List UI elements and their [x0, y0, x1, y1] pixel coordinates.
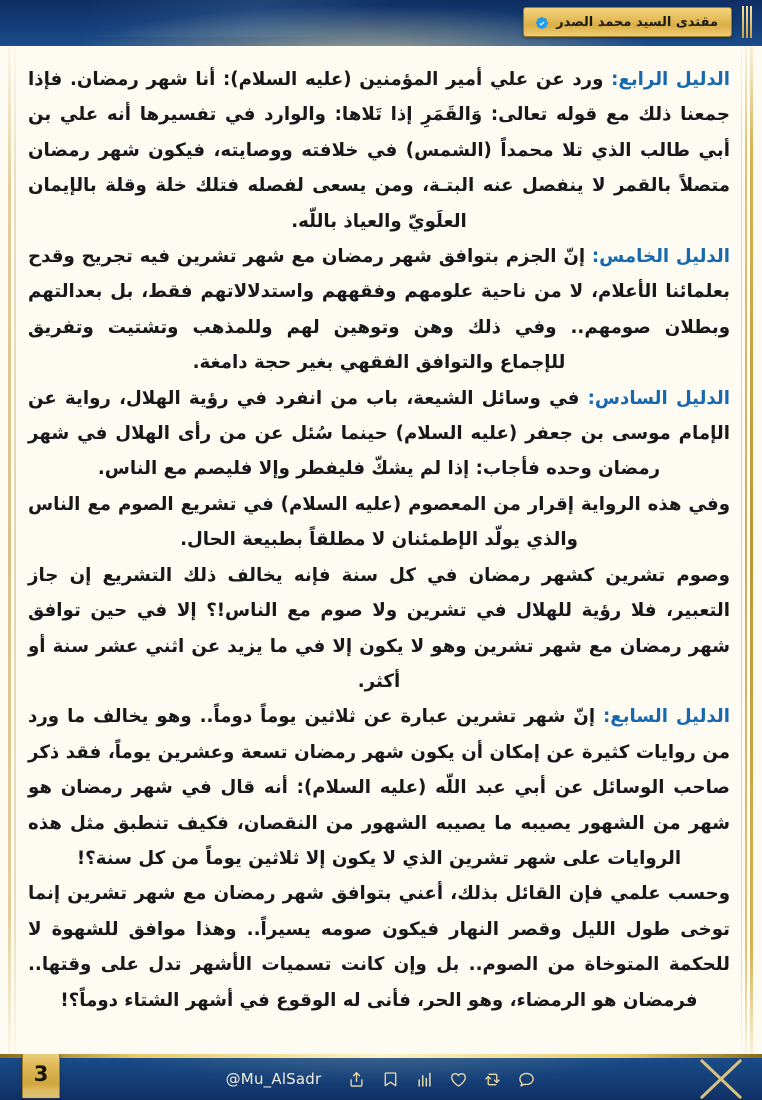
- like-icon[interactable]: [449, 1070, 468, 1089]
- paragraph-text: وصوم تشرين كشهر رمضان في كل سنة فإنه يخالف ذلك التشريع إن جاز التعبير، فلا رؤية للهلال في تشرين ولا صوم مع الناس!؟ إلا في حين توافق شهر رمضان مع شهر تشرين وهو لا يكون إلا في ما يزيد عن اثني عشر سنة أو أكثر.: [28, 564, 730, 692]
- paragraph-label: الدليل السابع:: [603, 706, 730, 728]
- paragraph-label: الدليل الخامس:: [591, 246, 730, 268]
- paragraph-daleel-5: [28, 239, 730, 381]
- page-header: [0, 0, 762, 46]
- paragraph-daleel-4: [28, 62, 730, 239]
- paragraph-text: إنّ الجزم بتوافق شهر رمضان مع شهر تشرين فيه تجريح وقدح بعلمائنا الأعلام، لا من ناحية علومهم وفقههم واستدلالاتهم فقط، بل بعدالتهم وبطلان صومهم.. وفي ذلك وهن وتوهين لهم وللمذهب وتشتيت وتفريق للإجماع والتوافق الفقهي بغير حجة دامغة.: [28, 246, 730, 374]
- social-actions: [347, 1070, 536, 1089]
- page-number: 3: [33, 1062, 49, 1086]
- retweet-icon[interactable]: [483, 1070, 502, 1089]
- paragraph-label: الدليل الرابع:: [611, 69, 730, 90]
- header-sheen: [82, 0, 519, 37]
- bookmark-icon[interactable]: [381, 1070, 400, 1089]
- paragraph-text: وحسب علمي فإن القائل بذلك، أعني بتوافق شهر رمضان مع شهر تشرين إنما توخى طول الليل وقصر النهار فيكون صومه يسيراً.. وهذا موافق للشهوة لا للحكمة المتوخاة من الصوم.. بل وإن كانت تسميات الأشهر تدل على وقتها.. فرمضان هو الرمضاء، وهو الحر، فأنى له الوقوع في أشهر الشتاء دوماً؟!: [28, 883, 730, 1011]
- header-bars-decoration: [739, 6, 752, 38]
- right-border-decoration: [732, 46, 762, 1054]
- left-border-decoration: [0, 46, 26, 1054]
- paragraph-7: [28, 487, 730, 558]
- x-logo: [698, 1057, 744, 1100]
- paragraph-label: الدليل السادس:: [587, 387, 730, 409]
- paragraph-text: إنّ شهر تشرين عبارة عن ثلاثين يوماً دوماً.. وهو يخالف ما ورد من روايات كثيرة عن إمكان أن يكون شهر رمضان تسعة وعشرين يوماً، فقد ذكر صاحب الوسائل عن أبي عبد اللّه (عليه السلام): أنه قال في شهر رمضان هو شهر من الشهور يصيبه ما يصيبه الشهور من النقصان، فكيف تنطبق مثل هذه الروايات على شهر تشرين الذي لا يكون إلا ثلاثين يوماً من كل سنة؟!: [28, 706, 730, 869]
- paragraph-10: [28, 876, 730, 1018]
- page-footer: [0, 1054, 762, 1100]
- paragraph-text: ورد عن علي أمير المؤمنين (عليه السلام): أنا شهر رمضان. فإذا جمعنا ذلك مع قوله تعالى: وَالقَمَرِ إذا تَلاها: والوارد في تفسيرها أنه علي بن أبي طالب الذي تلا محمداً (الشمس) في خلافته ووصايته، فيكون شهر رمضان متصلاً بالقمر لا ينفصل عنه البتـة، ومن يسعى لفصله فتلك خلة وقلة بالإيمان العلَويّ والعياذ باللّه.: [28, 69, 730, 232]
- paragraph-daleel-7: [28, 699, 730, 876]
- paragraph-text: وفي هذه الرواية إقرار من المعصوم (عليه السلام) في تشريع الصوم مع الناس والذي يولّد الإطمئنان لا مطلقاً بطبيعة الحال.: [28, 493, 730, 551]
- footer-content: [0, 1058, 762, 1100]
- reply-icon[interactable]: [517, 1070, 536, 1089]
- document-body: [28, 62, 730, 1042]
- brand-badge[interactable]: [523, 7, 732, 37]
- paragraph-text: في وسائل الشيعة، باب من انفرد في رؤية الهلال، رواية عن الإمام موسى بن جعفر (عليه السلام) حينما سُئل عن من رأى الهلال في شهر رمضان وحده فأجاب: إذا لم يشكّ فليفطر وإلا فليصم مع الناس.: [28, 387, 730, 480]
- share-icon[interactable]: [347, 1070, 366, 1089]
- account-handle[interactable]: @Mu_AlSadr: [225, 1070, 322, 1088]
- paragraph-daleel-6: [28, 381, 730, 487]
- analytics-icon[interactable]: [415, 1070, 434, 1089]
- verified-badge-icon: [535, 15, 549, 29]
- paragraph-8: [28, 558, 730, 700]
- brand-name: مقتدى السيد محمد الصدر: [556, 14, 718, 30]
